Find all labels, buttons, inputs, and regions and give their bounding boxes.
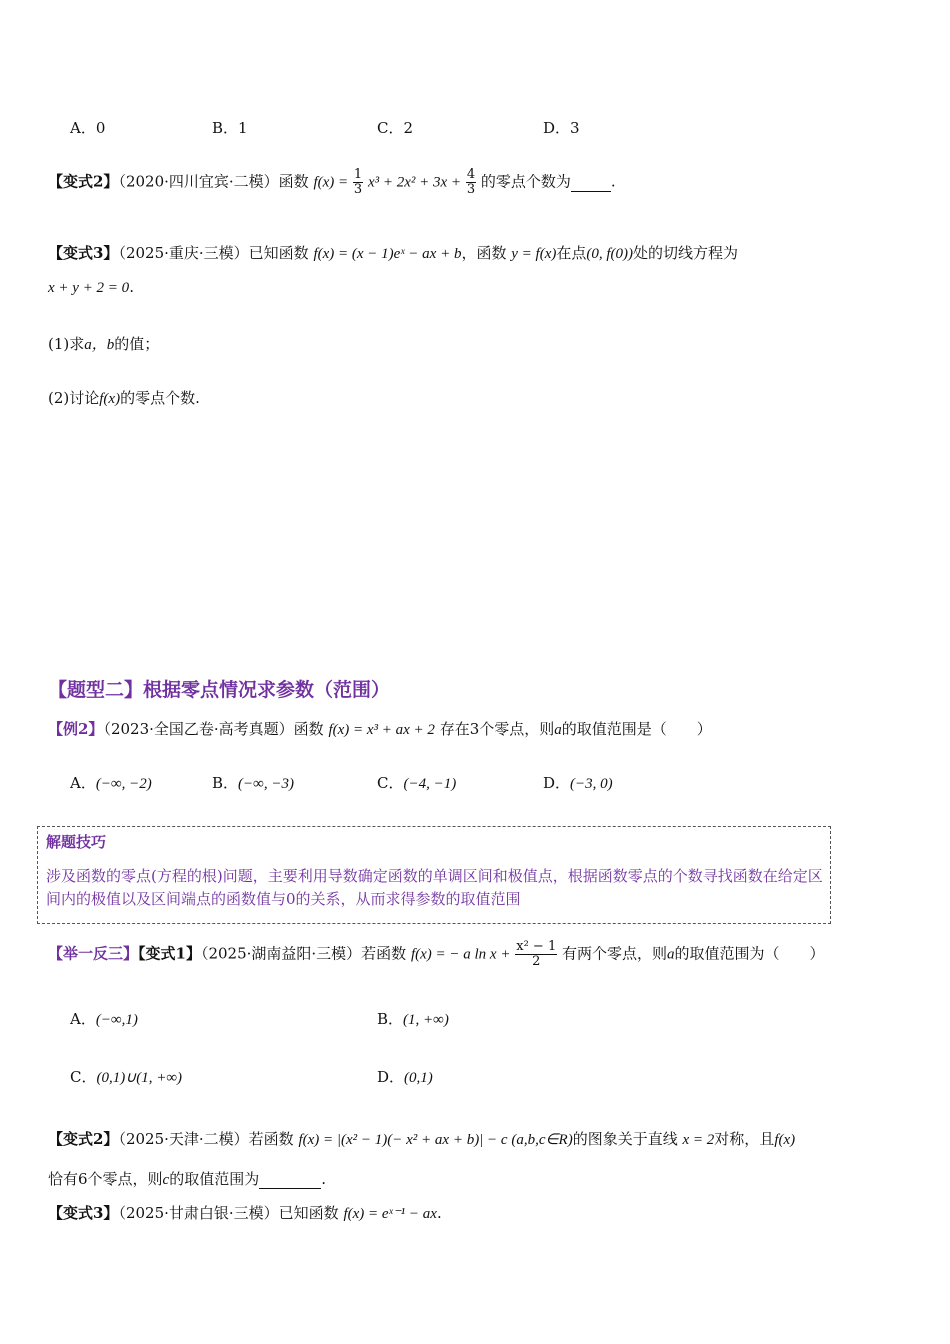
option-b: B．1 xyxy=(212,119,248,137)
option-d: D．3 xyxy=(543,119,580,137)
tangent-line: x + y + 2 = 0. xyxy=(48,278,134,296)
variant-2b-line2: 恰有6个零点，则c的取值范围为 . xyxy=(48,1170,327,1188)
variant-2b-question: 【变式2】（2025·天津·二模）若函数 f(x) = |(x² − 1)(− x² + ax + b)| − c (a,b,c∈R)的图象关于直线 x = 2对称，且f(x) xyxy=(48,1130,796,1148)
jy-option-a: A．(−∞,1) xyxy=(70,1010,138,1028)
function-f: f(x) = x³ + ax + 2 xyxy=(328,722,435,738)
variant-label: 【变式3】 xyxy=(48,244,119,262)
tips-text: 涉及函数的零点(方程的根)问题，主要利用导数确定函数的单调区间和极值点，根据函数零点的个数寻找函数在给定区间内的极值以及区间端点的函数值与0的关系，从而求得参数的取值范围 xyxy=(46,867,823,908)
section-title: 【题型二】根据零点情况求参数（范围） xyxy=(48,679,391,701)
tips-box xyxy=(37,826,831,924)
fraction: $\frac{\text{x² − 1}}{2}$ xyxy=(516,939,557,969)
function-f: f(x) = (x − 1)eˣ − ax + b xyxy=(313,246,462,262)
jy-label: 【举一反三】 xyxy=(48,944,139,963)
variant-2-question: 【变式2】（2020·四川宜宾·二模）函数 f(x) = $\frac{1}{3}$ x³ + 2x² + 3x + $\frac{4}{3}$ 的零点个数为 . xyxy=(48,167,616,197)
answer-blank xyxy=(259,1170,321,1189)
example-label: 【例2】 xyxy=(48,720,104,738)
question-source: （2025·重庆·三模）已知函数 xyxy=(118,244,309,262)
jy-variant-1-question: 【举一反三】【变式1】（2025·湖南益阳·三模）若函数 f(x) = − a ln x + $\frac{\text{x² − 1}}{2}$ 有两个零点，则a的取值范围为（ ） xyxy=(48,939,825,969)
ex2-option-c: C．(−4, −1) xyxy=(377,774,457,792)
variant-label: 【变式1】 xyxy=(138,944,201,963)
sub-question-2: (2)讨论f(x)的零点个数. xyxy=(48,389,200,407)
example-2-question: 【例2】（2023·全国乙卷·高考真题）函数 f(x) = x³ + ax + 2 存在3个零点，则a的取值范围是（ ） xyxy=(48,720,712,738)
question-source: （2020·四川宜宾·二模）函数 xyxy=(118,172,309,191)
jy-option-b: B．(1, +∞) xyxy=(377,1010,449,1028)
option-a: A．0 xyxy=(70,119,106,137)
ex2-option-d: D．(−3, 0) xyxy=(543,774,613,792)
tips-title: 解题技巧 xyxy=(46,833,107,851)
fraction-four-thirds: $\frac{4}{3}$ xyxy=(466,167,476,197)
option-c: C．2 xyxy=(377,119,414,137)
variant-3-question: 【变式3】（2025·重庆·三模）已知函数 f(x) = (x − 1)eˣ − ax + b，函数 y = f(x)在点(0, f(0))处的切线方程为 xyxy=(48,244,739,262)
function-mid: x³ + 2x² + 3x + xyxy=(367,174,462,191)
function-lhs: f(x) = xyxy=(313,174,349,191)
ex2-option-a: A．(−∞, −2) xyxy=(70,774,152,792)
function-f: f(x) = |(x² − 1)(− x² + ax + b)| − c (a,b,c∈R) xyxy=(298,1132,573,1148)
question-tail: 的零点个数为 xyxy=(480,172,571,191)
sub-question-1: (1)求a，b的值； xyxy=(48,335,160,353)
variant-3b-question: 【变式3】（2025·甘肃白银·三模）已知函数 f(x) = eˣ⁻¹ − ax. xyxy=(48,1204,442,1222)
answer-blank xyxy=(571,173,611,192)
jy-option-d: D．(0,1) xyxy=(377,1068,433,1086)
variant-label: 【变式2】 xyxy=(48,172,119,191)
variant-label: 【变式3】 xyxy=(48,1204,119,1222)
function-y: y = f(x) xyxy=(511,246,557,262)
point: (0, f(0)) xyxy=(586,246,634,262)
function-lhs: f(x) = − a ln x + xyxy=(410,946,511,963)
ex2-option-b: B．(−∞, −3) xyxy=(212,774,294,792)
fraction-one-third: $\frac{1}{3}$ xyxy=(353,167,363,197)
function-f: f(x) = eˣ⁻¹ − ax xyxy=(343,1206,437,1222)
jy-option-c: C．(0,1)∪(1, +∞) xyxy=(70,1068,183,1086)
question-source: （2023·全国乙卷·高考真题）函数 xyxy=(103,720,324,738)
variant-label: 【变式2】 xyxy=(48,1130,119,1148)
symmetry-line: x = 2 xyxy=(682,1132,715,1148)
